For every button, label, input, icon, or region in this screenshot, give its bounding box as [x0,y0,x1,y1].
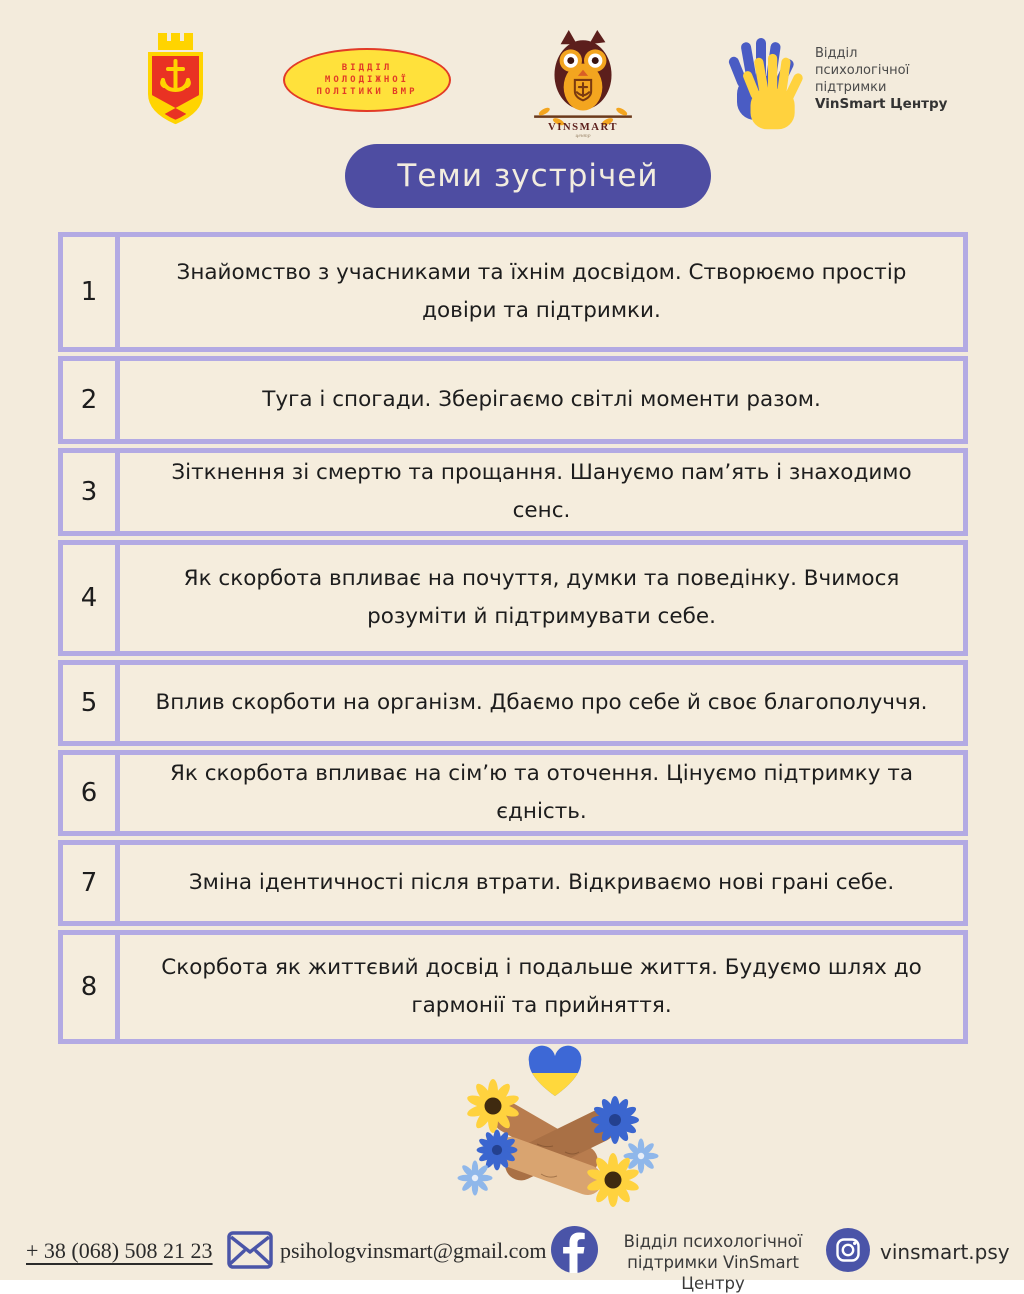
table-row [58,750,968,836]
owl-logo-subtitle: центр [575,132,591,139]
logo-text-line: Відділ [815,46,858,61]
row-text: Як скорбота впливає на сім’ю та оточення. Цінуємо підтримку та єдність. [169,761,914,824]
row-number: 2 [63,361,120,439]
table-row [58,356,968,444]
vinnytsia-coat-of-arms-icon [128,32,220,128]
row-number: 1 [63,237,120,347]
instagram-icon[interactable] [826,1228,870,1272]
oval-logo-line: ПОЛІТИКИ ВМР [316,87,418,97]
table-row [58,448,968,536]
row-text: Зміна ідентичності після втрати. Відкриваємо нові грані себе. [188,870,895,896]
logo-text-line: VinSmart Центру [815,96,948,112]
email-icon [226,1230,274,1270]
row-text: Зіткнення зі смертю та прощання. Шануємо пам’ять і знаходимо сенс. [171,460,912,523]
row-number: 5 [63,665,120,741]
table-row [58,540,968,656]
facebook-label-line: підтримки VinSmart Центру [627,1253,799,1293]
oval-logo-line: МОЛОДІЖНОЇ [324,75,410,85]
row-text: Скорбота як життєвий досвід і подальше життя. Будуємо шлях до гармонії та прийняття. [161,955,922,1018]
vinsmart-owl-logo [530,28,636,138]
topics-table [58,232,968,1044]
row-number: 4 [63,545,120,651]
instagram-handle[interactable]: vinsmart.psy [880,1240,1010,1264]
facebook-label-line: Відділ психологічної [623,1232,803,1251]
page-title [345,144,711,208]
phone-number[interactable]: + 38 (068) 508 21 23 [26,1238,213,1263]
row-text: Знайомство з учасниками та їхнім досвідом. Створюємо простір довіри та підтримки. [176,260,907,323]
facebook-label [606,1231,820,1294]
row-number: 3 [63,453,120,531]
two-hands-icon [731,36,805,122]
psych-support-logo-text [815,45,947,113]
table-row [58,232,968,352]
row-text: Вплив скорботи на організм. Дбаємо про себе й своє благополуччя. [155,690,928,716]
page-title-text: Теми зустрічей [397,158,659,194]
youth-policy-oval-logo [283,48,451,112]
row-number: 8 [63,935,120,1039]
owl-logo-title: VINSMART [547,120,619,133]
hands-flowers-illustration [445,1048,660,1206]
row-text: Як скорбота впливає на почуття, думки та поведінку. Вчимося розуміти й підтримувати себе. [183,566,900,629]
oval-logo-line: ВІДДІЛ [341,63,393,73]
table-row [58,930,968,1044]
facebook-icon[interactable] [551,1226,598,1273]
table-row [58,660,968,746]
row-text: Туга і спогади. Зберігаємо світлі моменти разом. [262,387,821,413]
row-number: 7 [63,845,120,921]
table-row [58,840,968,926]
psych-support-logo [731,36,947,122]
logo-text-line: психологічної [815,63,910,78]
row-number: 6 [63,755,120,831]
logo-text-line: підтримки [815,80,887,95]
email-address[interactable]: psihologvinsmart@gmail.com [280,1238,547,1263]
